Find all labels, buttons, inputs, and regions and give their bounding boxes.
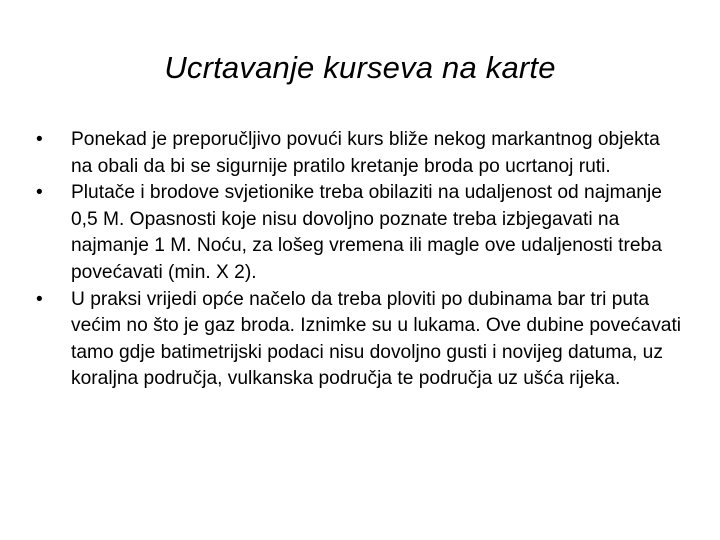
bullet-text: U praksi vrijedi opće načelo da treba ploviti po dubinama bar tri puta većim no što je gaz broda. Iznimke su u lukama. Ove dubine povećavati tamo gdje batimetrijski podaci nisu dovoljno gusti i novijeg datuma, uz koraljna područja, vulkanska područja te područja uz ušća rijeka. [71,288,682,390]
bullet-icon: • [36,182,43,204]
bullet-item [36,287,686,393]
bullet-text: Ponekad je preporučljivo povući kurs bliže nekog markantnog objekta na obali da bi se sigurnije pratilo kretanje broda po ucrtanoj ruti. [71,129,660,177]
bullet-item [36,180,686,286]
bullet-text: Plutače i brodove svjetionike treba obilaziti na udaljenost od najmanje 0,5 M. Opasnosti koje nisu dovoljno poznate treba izbjegavati na najmanje 1 M. Noću, za lošeg vremena ili magle ove udaljenosti treba povećavati (min. X 2). [71,182,662,283]
bullet-icon: • [36,288,43,310]
bullet-list [36,127,686,393]
slide-title: Ucrtavanje kurseva na karte [164,50,556,85]
bullet-icon: • [36,129,43,150]
bullet-item [36,127,686,180]
